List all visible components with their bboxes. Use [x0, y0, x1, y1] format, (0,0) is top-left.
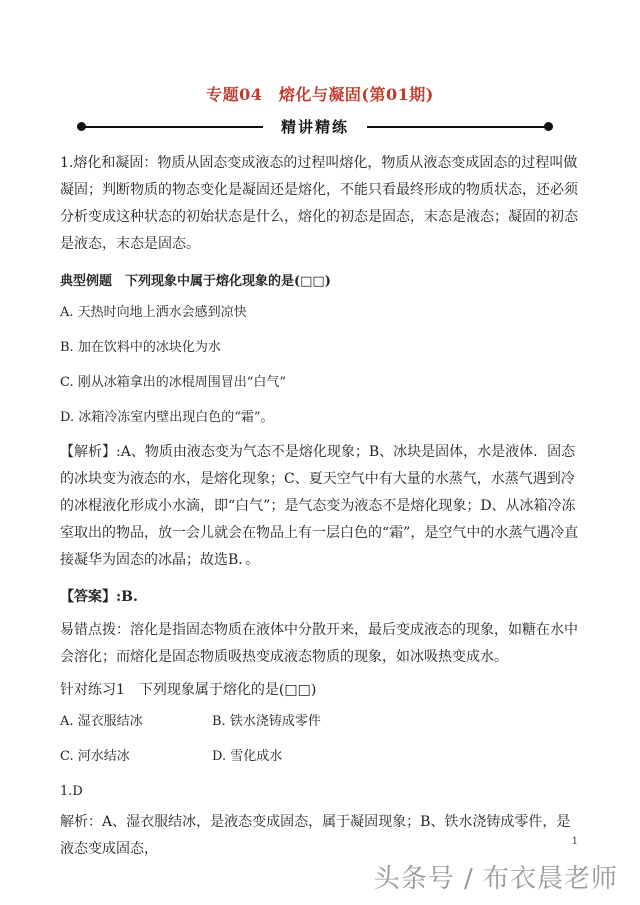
document-title: 专题04 熔化与凝固(第01期) [206, 85, 434, 104]
example-answer: 【答案】:B. [60, 589, 138, 605]
example-analysis: 【解析】:A、物质由液态变为气态不是熔化现象；B、冰块是固体，水是液体．固态的冰块变为液态的水，是熔化现象；C、夏天空气中有大量的水蒸气，水蒸气遇到冷的冰棍液化形成小水滴，即“白气”；是气态变为液态不是熔化现象；D、从冰箱冷冻室取出的物品，放一会儿就会在物品上有一层白色的“霜”，是空气中的水蒸气遇冷直接凝华为固态的冰晶；故选B．。 [60, 444, 579, 568]
practice-option-d: D. 雪化成水 [212, 749, 283, 764]
example-option-c: C. 刚从冰箱拿出的冰棍周围冒出“白气” [60, 375, 287, 390]
example-question: 典型例题 下列现象中属于熔化现象的是(□□) [60, 274, 331, 289]
page-number: 1 [571, 836, 578, 847]
section-divider [77, 116, 553, 138]
practice-options-row-2 [60, 739, 580, 774]
example-option-a: A. 天热时向地上洒水会感到凉快 [60, 305, 247, 320]
watermark-text: 头条号 / 布衣晨老师 [373, 864, 618, 894]
example-option-b: B. 加在饮料中的冰块化为水 [60, 340, 221, 355]
error-tip: 易错点拨：溶化是指固态物质在液体中分散开来，最后变成液态的现象，如糖在水中会溶化；而熔化是固态物质吸热变成液态物质的现象，如冰吸热变成水。 [60, 622, 578, 665]
divider-dot-right [544, 122, 553, 131]
practice-answer: 1.D [60, 784, 83, 799]
practice-option-a: A. 湿衣服结冰 [60, 714, 143, 729]
practice-question: 针对练习1 下列现象属于熔化的是(□□) [60, 682, 317, 698]
divider-line-right [367, 126, 547, 128]
intro-paragraph: 1.熔化和凝固：物质从固态变成液态的过程叫熔化，物质从液态变成固态的过程叫做凝固；判断物质的物态变化是凝固还是熔化，不能只看最终形成的物质状态，还必须分析变成这种状态的初始状态是什么，熔化的初态是固态，末态是液态；凝固的初态是液态，末态是固态。 [60, 155, 578, 252]
section-label: 精讲精练 [280, 118, 349, 136]
divider-line-left [83, 126, 263, 128]
practice-options-row-1 [60, 704, 580, 739]
example-option-d: D. 冰箱冷冻室内壁出现白色的“霜”。 [60, 410, 274, 425]
practice-option-b: B. 铁水浇铸成零件 [212, 714, 321, 729]
practice-analysis: 解析：A、湿衣服结冰，是液态变成固态，属于凝固现象；B、铁水浇铸成零件，是液态变成固态， [60, 814, 571, 857]
document-body [60, 150, 580, 863]
practice-option-c: C. 河水结冰 [60, 749, 130, 764]
